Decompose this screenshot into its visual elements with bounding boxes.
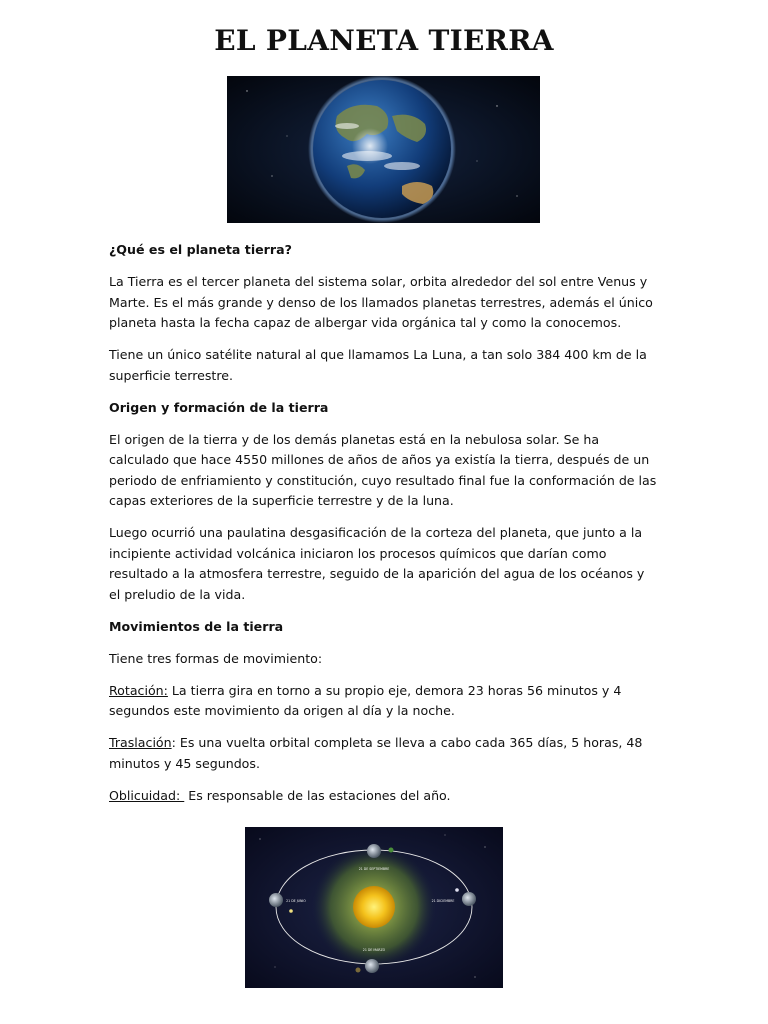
article-body <box>109 240 659 818</box>
movement-text: : Es una vuelta orbital completa se lleva a cabo cada 365 días, 5 horas, 48 minutos y 45 segundos. <box>109 735 643 771</box>
movement-term: Rotación: <box>109 682 168 698</box>
movement-item-translation <box>109 733 659 774</box>
movement-text: Es responsable de las estaciones del año. <box>184 787 451 803</box>
earth-orbit-diagram <box>245 827 503 988</box>
section-heading-origin: Origen y formación de la tierra <box>109 399 329 415</box>
paragraph: Tiene tres formas de movimiento: <box>109 650 323 666</box>
paragraph: El origen de la tierra y de los demás planetas está en la nebulosa solar. Se ha calculado que hace 4550 millones de años de años ya existía la tierra, después de un periodo de enfriamiento y constitución, cuyo resultado final fue la conformación de las capas exteriores de la superficie terrestre y de la luna. <box>109 431 657 508</box>
orbit-label-left: 21 DE JUNIO <box>286 899 306 903</box>
section-heading-what: ¿Qué es el planeta tierra? <box>109 242 292 257</box>
movement-item-obliquity <box>109 786 659 807</box>
section-heading-movements: Movimientos de la tierra <box>109 618 284 634</box>
paragraph: Tiene un único satélite natural al que llamamos La Luna, a tan solo 384 400 km de la superficie terrestre. <box>109 347 647 383</box>
orbit-label-top: 21 DE SEPTIEMBRE <box>358 867 390 871</box>
paragraph: Luego ocurrió una paulatina desgasificación de la corteza del planeta, que junto a la incipiente actividad volcánica iniciaron los procesos químicos que darían como resultado a la atmosfera terrestre, seguido de la aparición del agua de los océanos y el preludio de la vida. <box>109 525 645 602</box>
movement-term: Traslación <box>109 735 172 750</box>
orbit-label-bottom: 21 DE MARZO <box>362 948 386 952</box>
paragraph: La Tierra es el tercer planeta del sistema solar, orbita alrededor del sol entre Venus y Marte. Es el más grande y denso de los llamados planetas terrestres, además el único planeta hasta la fecha capaz de albergar vida orgánica tal y como la conocemos. <box>109 274 653 330</box>
movement-text: La tierra gira en torno a su propio eje, demora 23 horas 56 minutos y 4 segundos este movimiento da origen al día y la noche. <box>109 682 622 718</box>
movement-item-rotation <box>109 681 659 722</box>
movement-term: Oblicuidad: <box>109 787 185 803</box>
orbit-label-right: 21 DICIEMBRE <box>431 899 455 903</box>
earth-image <box>227 76 540 223</box>
page-title: EL PLANETA TIERRA <box>214 24 554 57</box>
